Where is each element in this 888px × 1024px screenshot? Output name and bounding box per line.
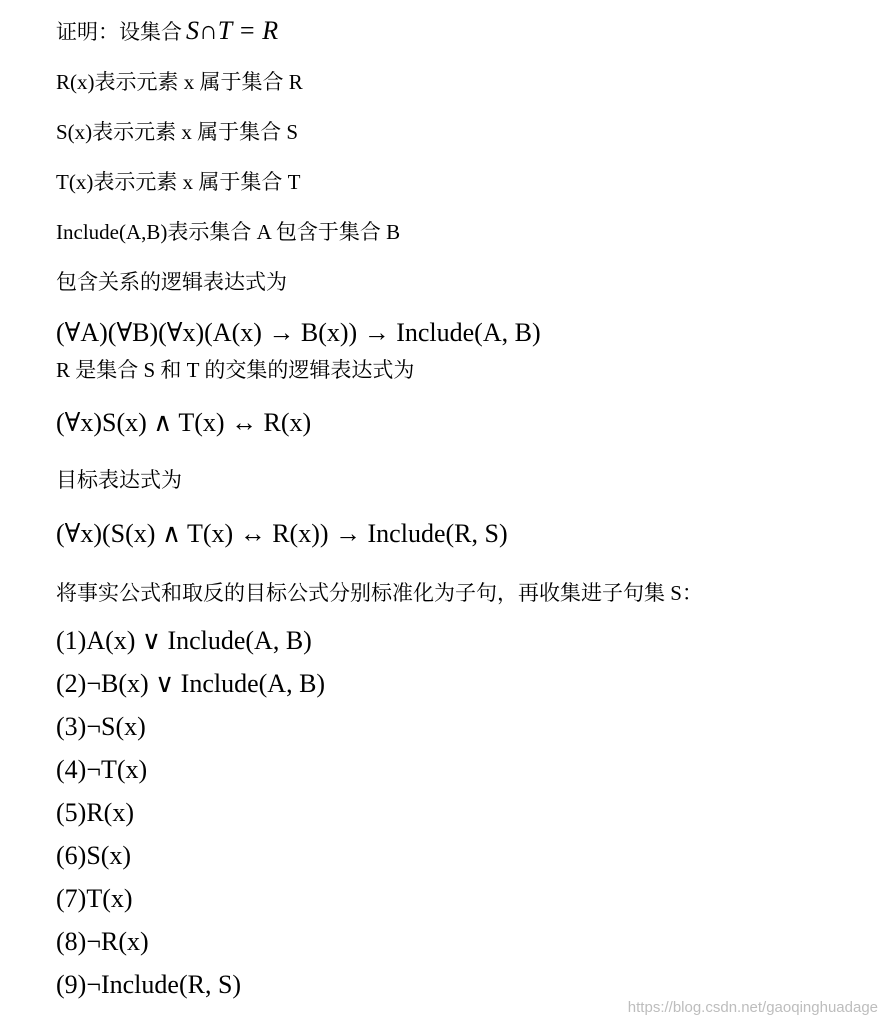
containment-heading: 包含关系的逻辑表达式为: [56, 270, 287, 294]
clause-item: (2)¬B(x) ∨ Include(A, B): [56, 669, 326, 698]
clause-item: (5)R(x): [56, 798, 134, 827]
definition-s: S(x)表示元素 x 属于集合 S: [56, 120, 299, 144]
clause-item: (1)A(x) ∨ Include(A, B): [56, 626, 312, 655]
proof-prefix: 证明：设集合: [56, 20, 182, 44]
clause-item: (9)¬Include(R, S): [56, 970, 242, 999]
definition-r: R(x)表示元素 x 属于集合 R: [56, 70, 303, 94]
definition-include: Include(A,B)表示集合 A 包含于集合 B: [56, 220, 401, 244]
clause-item: (6)S(x): [56, 841, 132, 870]
clause-item: (3)¬S(x): [56, 712, 146, 741]
containment-formula: (∀A)(∀B)(∀x)(A(x) → B(x)) → Include(A, B): [56, 318, 541, 347]
definition-t: T(x)表示元素 x 属于集合 T: [56, 170, 301, 194]
intersection-heading: R 是集合 S 和 T 的交集的逻辑表达式为: [56, 358, 415, 382]
goal-formula: (∀x)(S(x) ∧ T(x) ↔ R(x)) → Include(R, S): [56, 519, 508, 548]
clause-set-heading: 将事实公式和取反的目标公式分别标准化为子句，再收集进子句集 S：: [56, 581, 703, 605]
watermark-url: https://blog.csdn.net/gaoqinghuadage: [627, 999, 878, 1016]
clause-item: (8)¬R(x): [56, 927, 149, 956]
goal-heading: 目标表达式为: [56, 468, 182, 492]
clause-item: (4)¬T(x): [56, 755, 148, 784]
proof-statement: [56, 18, 880, 44]
intersection-formula: (∀x)S(x) ∧ T(x) ↔ R(x): [56, 408, 312, 437]
proof-expression: S∩T = R: [186, 16, 279, 45]
clause-item: (7)T(x): [56, 884, 133, 913]
